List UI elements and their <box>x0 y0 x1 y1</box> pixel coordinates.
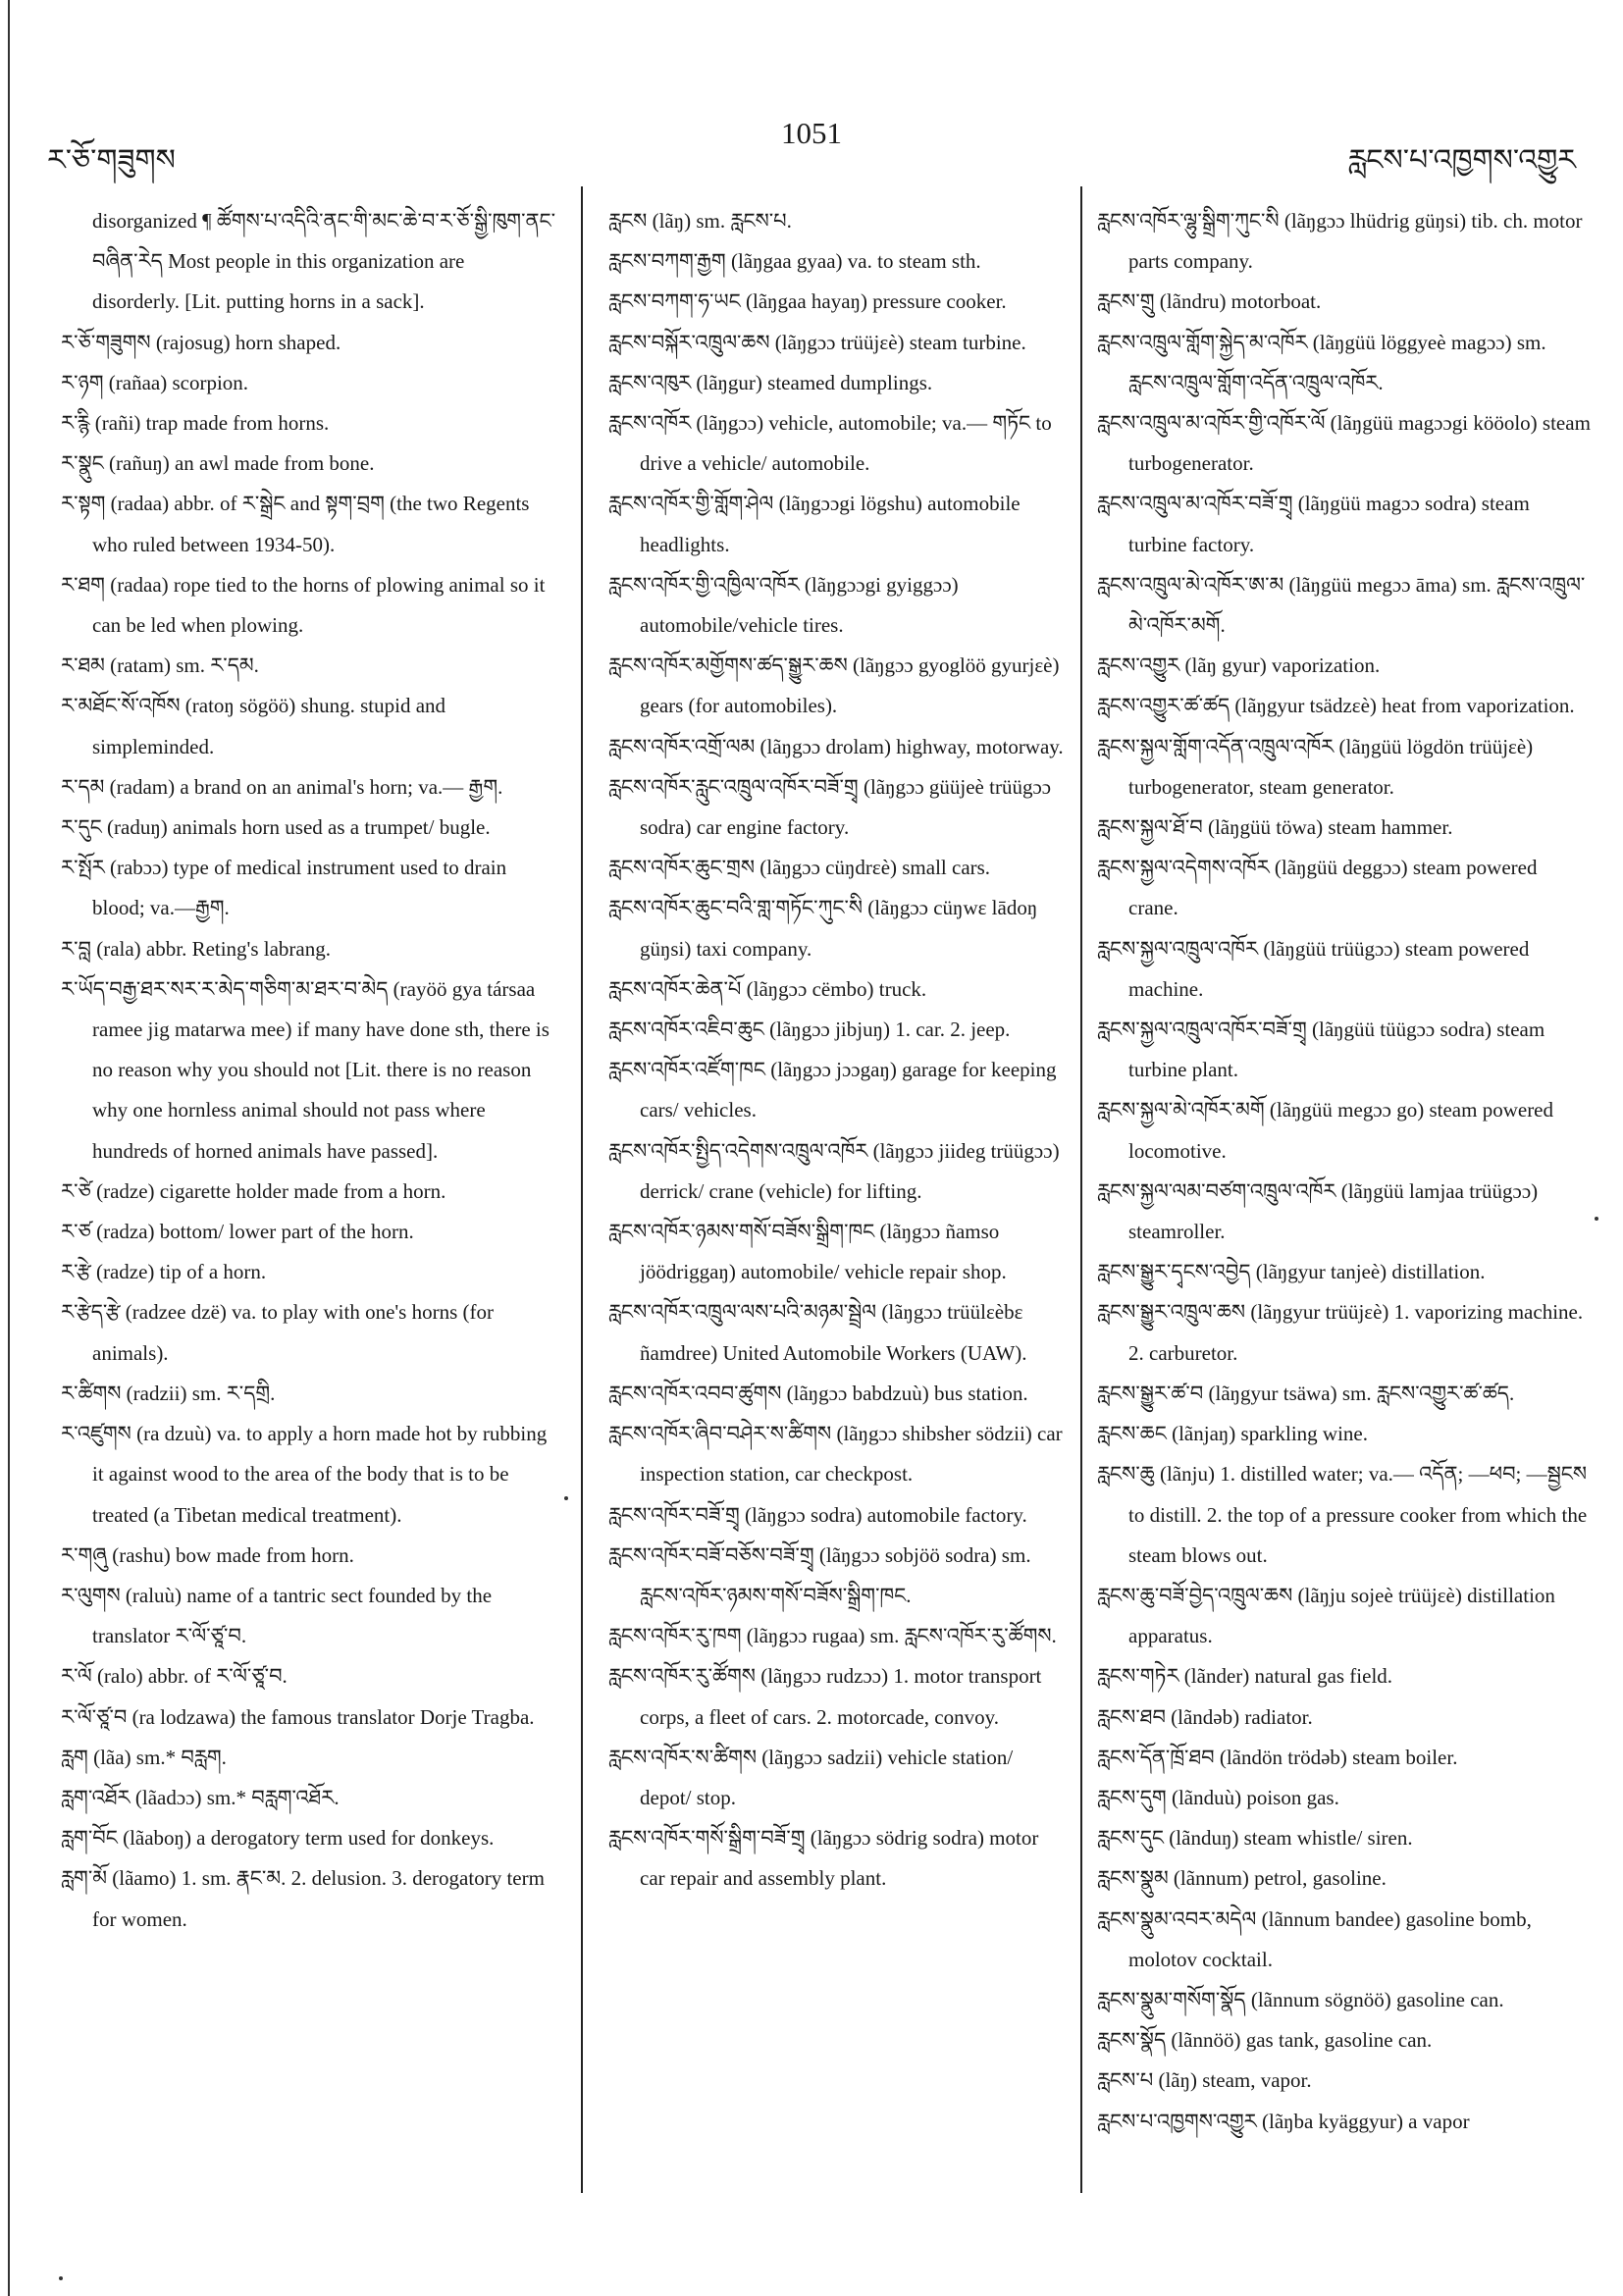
dictionary-entry: རླངས་སྐྱལ་འཁྲུལ་འཁོར (lãŋgüü trüügɔɔ) steam powered machine. <box>1097 936 1530 1001</box>
dictionary-entry: རླག་བོང (lãaboŋ) a derogatory term used for donkeys. <box>61 1826 495 1851</box>
dictionary-entry: རླངས་སྐྱལ་འཁྲུལ་འཁོར་བཟོ་གྲྭ (lãŋgüü tüügɔɔ sodra) steam turbine plant. <box>1097 1018 1545 1082</box>
dictionary-entry: disorganized ¶ ཚོགས་པ་འདིའི་ནང་གི་མང་ཆེ་བ་ར་ཅོ་སྒྱི་ཁུག་ནང་བཞིན་རེད Most people in this organization are disorderly. [Lit. putting horns in a sack]. <box>92 209 556 314</box>
dictionary-entry: རླངས་འཁོར་གསོ་སྒྲིག་བཟོ་གྲྭ (lãŋgɔɔ södrig sodra) motor car repair and assembly plant. <box>608 1826 1039 1891</box>
dictionary-entry: རླག (lãa) sm.* བརླག. <box>61 1745 227 1769</box>
dictionary-entry: རླངས་སྐྱལ་ལམ་བཙག་འཁྲུལ་འཁོར (lãŋgüü lamjaa trüügɔɔ) steamroller. <box>1097 1178 1539 1244</box>
dictionary-entry: རླངས་བཀག་ཧ་ཡང (lãŋgaa hayaŋ) pressure cooker. <box>608 289 1007 314</box>
page-number: 1051 <box>781 116 842 150</box>
dictionary-entry: རླངས་སྐྱལ་འདེགས་འཁོར (lãŋgüü deggɔɔ) steam powered crane. <box>1097 856 1538 920</box>
dictionary-entry: རླངས་འཁོར་རླུང་འཁྲུལ་འཁོར་བཟོ་གྲྭ (lãŋgɔɔ güüjeè trüügɔɔ sodra) car engine factory. <box>608 774 1052 840</box>
dictionary-entry: རླངས་སྐྱལ་གློག་འདོན་འཁྲུལ་འཁོར (lãŋgüü lögdön trüüjεè) turbogenerator, steam generator. <box>1097 734 1534 799</box>
dictionary-entry: རླངས་འགྱུར (lãŋ gyur) vaporization. <box>1097 653 1381 678</box>
dictionary-entry: ར་བླ (rala) abbr. Reting's labrang. <box>61 936 331 961</box>
dictionary-entry: རླངས་པ་འཁྱགས་འགྱུར (lãŋba kyäggyur) a vapor <box>1097 2109 1470 2133</box>
dictionary-entry: རླངས་ཆང (lãnjaŋ) sparkling wine. <box>1097 1422 1368 1446</box>
dictionary-entry: ར་སྣུང (rañuŋ) an awl made from bone. <box>61 451 375 476</box>
column-rule <box>1080 186 1082 2193</box>
dictionary-entry: རླངས་འཁོར་ཞིབ་བཤེར་ས་ཚིགས (lãŋgɔɔ shibsher södzii) car inspection station, car checkpost. <box>608 1422 1063 1487</box>
dictionary-entry: ར་གཞུ (rashu) bow made from horn. <box>61 1542 354 1567</box>
dictionary-entry: རླག་མོ (lãamo) 1. sm. རྣང་མ. 2. delusion. 3. derogatory term for women. <box>61 1866 545 1931</box>
dictionary-entry: རླངས་འཁོར་མགྱོགས་ཚད་སྒྱུར་ཆས (lãŋgɔɔ gyoglöö gyurjεè) gears (for automobiles). <box>608 653 1060 718</box>
dictionary-entry: ར་ཙེ (radze) cigarette holder made from a horn. <box>61 1178 446 1203</box>
dictionary-entry: རླངས་འཁོར་འབབ་ཚུགས (lãŋgɔɔ babdzuù) bus station. <box>608 1381 1028 1405</box>
dictionary-entry: རླངས་འཁོར་འཛོག་ཁང (lãŋgɔɔ jɔɔgaŋ) garage for keeping cars/ vehicles. <box>608 1058 1057 1122</box>
scan-speck <box>1595 1217 1598 1221</box>
dictionary-entry: རླངས་འཁོར་འཇིབ་ཆུང (lãŋgɔɔ jibjuŋ) 1. car. 2. jeep. <box>608 1018 1011 1042</box>
dictionary-entry: ར་ལུགས (raluù) name of a tantric sect founded by the translator ར་ལོ་ཙཱ་བ. <box>61 1583 493 1648</box>
dictionary-entry: རླངས་འཁོར་གྱི་འཁྱིལ་འཁོར (lãŋgɔɔgi gyiggɔɔ) automobile/vehicle tires. <box>608 572 959 638</box>
dictionary-entry: རླངས་འཁྲུལ་མ་འཁོར་གྱི་འཁོར་ལོ (lãŋgüü magɔɔgi kööolo) steam turbogenerator. <box>1097 411 1591 476</box>
dictionary-entry: རླངས་འཁྲུལ་མ་འཁོར་བཟོ་གྲྭ (lãŋgüü magɔɔ sodra) steam turbine factory. <box>1097 492 1530 556</box>
dictionary-entry: རླངས་འགྱུར་ཚ་ཚད (lãŋgyur tsädzεè) heat from vaporization. <box>1097 694 1575 718</box>
dictionary-entry: རླངས་འཁོར་གྱི་གློག་ཤེལ (lãŋgɔɔgi lögshu) automobile headlights. <box>608 492 1021 556</box>
dictionary-entry: རླངས་འཁྲུལ་མེ་འཁོར་ཨ་མ (lãŋgüü megɔɔ āma) sm. རླངས་འཁྲུལ་མེ་འཁོར་མགོ. <box>1097 572 1586 638</box>
dictionary-entry: ར་ཚིགས (radzii) sm. ར་དགྲི. <box>61 1381 276 1405</box>
running-head-left: ར་ཅོ་གཟུགས <box>47 144 176 177</box>
dictionary-entry: རླངས་འཁོར་ཉམས་གསོ་བཟོས་སྒྲིག་ཁང (lãŋgɔɔ ñamso jöödriggaŋ) automobile/ vehicle repair shop. <box>608 1220 1007 1284</box>
scan-speck <box>564 1496 568 1500</box>
dictionary-entry: རླངས་སྣུམ་འབར་མདེལ (lãnnum bandee) gasoline bomb, molotov cocktail. <box>1097 1906 1532 1971</box>
dictionary-entry: ར་ལོ་ཙཱ་བ (ra lodzawa) the famous translator Dorje Tragba. <box>61 1704 535 1729</box>
dictionary-entry: རླངས་འཁུར (lãŋgur) steamed dumplings. <box>608 370 933 394</box>
dictionary-entry: རླག་འཐོར (lãadɔɔ) sm.* བརླག་འཐོར. <box>61 1785 340 1809</box>
dictionary-entry: རླངས་གཏེར (lãnder) natural gas field. <box>1097 1664 1393 1689</box>
dictionary-entry: རླངས་གྲུ (lãndru) motorboat. <box>1097 289 1322 314</box>
dictionary-entry: ར་ཐག (radaa) rope tied to the horns of plowing animal so it can be led when plowing. <box>61 572 546 638</box>
dictionary-column-1 <box>61 201 556 1940</box>
dictionary-entry: རླངས་འཁོར་ཆུང་བའི་གླ་གཏོང་ཀུང་སི (lãŋgɔɔ cüŋwε lādoŋ güŋsi) taxi company. <box>608 896 1038 961</box>
dictionary-entry: རླངས་འཁོར་འགྲོ་ལམ (lãŋgɔɔ drolam) highway, motorway. <box>608 734 1064 758</box>
dictionary-entry: ར་རྙི (rañi) trap made from horns. <box>61 411 330 436</box>
dictionary-entry: ར་ལོ (ralo) abbr. of ར་ལོ་ཙཱ་བ. <box>61 1664 288 1689</box>
dictionary-entry: ར་ཅོ་གཟུགས (rajosug) horn shaped. <box>61 330 341 354</box>
dictionary-entry: ར་དུང (raduŋ) animals horn used as a trumpet/ bugle. <box>61 815 491 840</box>
dictionary-entry: རླངས་པ (lãŋ) steam, vapor. <box>1097 2068 1312 2093</box>
dictionary-entry: རླངས་འཁྲུལ་གློག་སྐྱེད་མ་འཁོར (lãŋgüü löggyeè magɔɔ) sm. རླངས་འཁྲུལ་གློག་འདོན་འཁྲུལ་འཁོར. <box>1097 330 1546 394</box>
dictionary-entry: རླངས་སྒྱུར་དྭངས་འབྱེད (lãŋgyur tanjeè) distillation. <box>1097 1260 1486 1284</box>
dictionary-entry: ར་རྩེ (radze) tip of a horn. <box>61 1260 267 1284</box>
dictionary-entry: རླངས་དུག (lãnduù) poison gas. <box>1097 1785 1339 1809</box>
dictionary-entry: རླངས་འཁོར་སྤྱིད་འདེགས་འཁྲུལ་འཁོར (lãŋgɔɔ jiideg trüügɔɔ) derrick/ crane (vehicle) for lifting. <box>608 1138 1060 1203</box>
dictionary-entry: རླངས་སྣུམ (lãnnum) petrol, gasoline. <box>1097 1866 1387 1891</box>
dictionary-entry: ར་འཛུགས (ra dzuù) va. to apply a horn made hot by rubbing it against wood to the area of the body that is to be treated (a Tibetan medical treatment). <box>61 1422 548 1527</box>
dictionary-entry: རླངས་འཁོར་ས་ཚིགས (lãŋgɔɔ sadzii) vehicle station/ depot/ stop. <box>608 1745 1014 1809</box>
dictionary-entry: རླངས་སྐྱལ་ཐོ་བ (lãŋgüü töwa) steam hammer. <box>1097 815 1453 840</box>
dictionary-entry: ར་རྩེད་རྩེ (radzee dzë) va. to play with one's horns (for animals). <box>61 1300 494 1365</box>
dictionary-entry: ར་མཐོང་སོ་འཁོས (ratoŋ sögöö) shung. stupid and simpleminded. <box>61 694 446 758</box>
dictionary-entry: ར་སྤོར (rabɔɔ) type of medical instrument used to drain blood; va.—རྒྱག. <box>61 856 507 920</box>
dictionary-entry: རླངས་འཁོར་བཟོ་བཅོས་བཟོ་གྲྭ (lãŋgɔɔ sobjöö sodra) sm. རླངས་འཁོར་ཉམས་གསོ་བཟོས་སྒྲིག་ཁང. <box>608 1542 1031 1607</box>
column-rule <box>581 186 583 2193</box>
dictionary-entry: རླངས་ཆུ་བཟོ་བྱེད་འཁྲུལ་ཆས (lãŋju sojeè trüüjεè) distillation apparatus. <box>1097 1583 1555 1648</box>
dictionary-entry: རླངས་འཁོར་ཆུང་གྲས (lãŋgɔɔ cüŋdrεè) small cars. <box>608 856 991 880</box>
dictionary-entry: རླངས་འཁོར་རུ་ཁག (lãŋgɔɔ rugaa) sm. རླངས་འཁོར་རུ་ཚོགས. <box>608 1624 1057 1648</box>
dictionary-entry: རླངས་སྣོད (lãnnöö) gas tank, gasoline can. <box>1097 2028 1433 2053</box>
dictionary-entry: རླངས་ཐབ (lãndəb) radiator. <box>1097 1704 1313 1729</box>
dictionary-entry: ར་ཙ (radza) bottom/ lower part of the horn. <box>61 1220 414 1244</box>
dictionary-entry: རླངས་བསྐོར་འཁྲུལ་ཆས (lãŋgɔɔ trüüjεè) steam turbine. <box>608 330 1026 354</box>
dictionary-entry: རླངས་འཁོར་ལྷུ་སྒྲིག་ཀུང་སི (lãŋgɔɔ lhüdrig güŋsi) tib. ch. motor parts company. <box>1097 209 1583 274</box>
dictionary-entry: ར་ཉག (rañaa) scorpion. <box>61 370 249 394</box>
scan-speck <box>59 2276 63 2280</box>
dictionary-entry: རླངས་དུང (lãnduŋ) steam whistle/ siren. <box>1097 1826 1413 1851</box>
dictionary-entry: རླངས་སྒྱུར་ཚ་བ (lãŋgyur tsäwa) sm. རླངས་འགྱུར་ཚ་ཚད. <box>1097 1381 1515 1405</box>
dictionary-entry: རླངས་སྐྱལ་མེ་འཁོར་མགོ (lãŋgüü megɔɔ go) steam powered locomotive. <box>1097 1098 1554 1163</box>
dictionary-entry: ར་སྟག (radaa) abbr. of ར་སྒྲེང and སྟག་བྲག (the two Regents who ruled between 1934-50). <box>61 492 530 556</box>
dictionary-entry: རླངས (lãŋ) sm. རླངས་པ. <box>608 209 792 233</box>
dictionary-entry: ར་ཡོད་བརྒྱ་ཐར་སར་ར་མེད་གཅིག་མ་ཐར་བ་མེད (rayöö gya társaa ramee jig matarwa mee) if many have done sth, there is no reason why you should not [Lit. there is no reason why one hornless animal should not pass where hundreds of horned animals have passed]. <box>61 976 550 1163</box>
dictionary-entry: རླངས་སྣུམ་གསོག་སྣོད (lãnnum sögnöö) gasoline can. <box>1097 1987 1504 2011</box>
dictionary-column-2 <box>608 201 1065 1900</box>
dictionary-entry: རླངས་སྒྱུར་འཁྲུལ་ཆས (lãŋgyur trüüjεè) 1. vaporizing machine. 2. carburetor. <box>1097 1300 1584 1365</box>
dictionary-entry: རླངས་བཀག་རྒྱག (lãŋgaa gyaa) va. to steam sth. <box>608 249 981 274</box>
dictionary-entry: རླངས་འཁོར་བཟོ་གྲྭ (lãŋgɔɔ sodra) automobile factory. <box>608 1502 1027 1527</box>
dictionary-entry: རླངས་འཁོར་ཆེན་པོ (lãŋgɔɔ cëmbo) truck. <box>608 976 927 1001</box>
dictionary-entry: རླངས་ཆུ (lãnju) 1. distilled water; va.— འདོན; —ཕབ; —སྦྱངས to distill. 2. the top of a pressure cooker from which the steam blows out. <box>1097 1462 1588 1567</box>
dictionary-entry: རླངས་འཁོར་རུ་ཚོགས (lãŋgɔɔ rudzɔɔ) 1. motor transport corps, a fleet of cars. 2. motorcade, convoy. <box>608 1664 1042 1729</box>
dictionary-entry: རླངས་འཁོར་འཁྲུལ་ལས་པའི་མཉམ་སྦྲེལ (lãŋgɔɔ trüülεèbε ñamdree) United Automobile Workers (UAW). <box>608 1300 1027 1365</box>
running-head-right: རླངས་པ་འཁྱགས་འགྱུར <box>1347 144 1576 177</box>
page-edge-line <box>8 0 10 2296</box>
dictionary-entry: ར་ཐམ (ratam) sm. ར་དམ. <box>61 653 259 678</box>
dictionary-entry: ར་དམ (radam) a brand on an animal's horn; va.— རྒྱག. <box>61 774 503 799</box>
dictionary-entry: རླངས་འཁོར (lãŋgɔɔ) vehicle, automobile; va.— གཏོང to drive a vehicle/ automobile. <box>608 411 1052 476</box>
dictionary-entry: རླངས་དོན་ཁྲོ་ཐབ (lãndön trödəb) steam boiler. <box>1097 1745 1458 1769</box>
dictionary-column-3 <box>1097 201 1591 2142</box>
